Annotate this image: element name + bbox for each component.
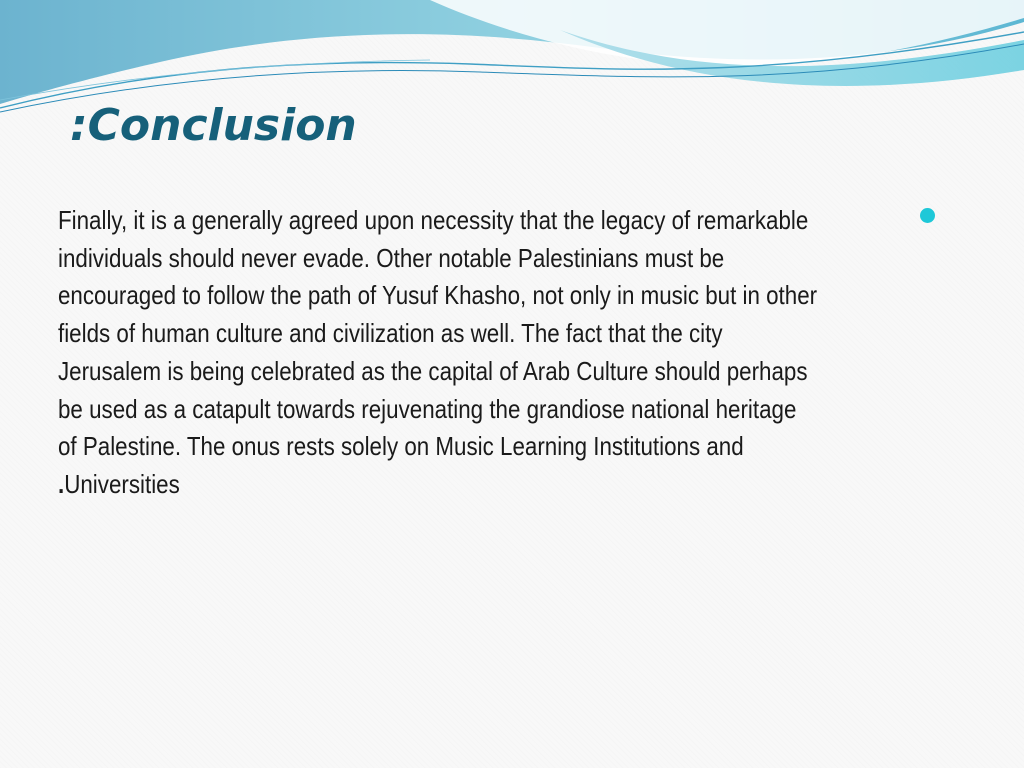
paragraph-line: Jerusalem is being celebrated as the capital of Arab Culture should perhaps [58, 355, 808, 386]
paragraph-line: Finally, it is a generally agreed upon necessity that the legacy of remarkable [58, 205, 809, 235]
paragraph-last-line [58, 466, 806, 504]
slide-title: :Conclusion [70, 100, 357, 151]
bullet-icon [920, 208, 935, 223]
paragraph-line: encouraged to follow the path of Yusuf Khasho, not only in music but in other [58, 280, 818, 311]
paragraph-line: individuals should never evade. Other notable Palestinians must be [58, 242, 725, 273]
paragraph-line: of Palestine. The onus rests solely on Music Learning Institutions and [58, 431, 744, 462]
paragraph-last-word: Universities [64, 468, 180, 499]
paragraph-line: fields of human culture and civilization as well. The fact that the city [58, 318, 723, 349]
conclusion-paragraph [58, 202, 818, 504]
paragraph-line: be used as a catapult towards rejuvenating the grandiose national heritage [58, 393, 797, 424]
trailing-period: . [58, 468, 65, 499]
